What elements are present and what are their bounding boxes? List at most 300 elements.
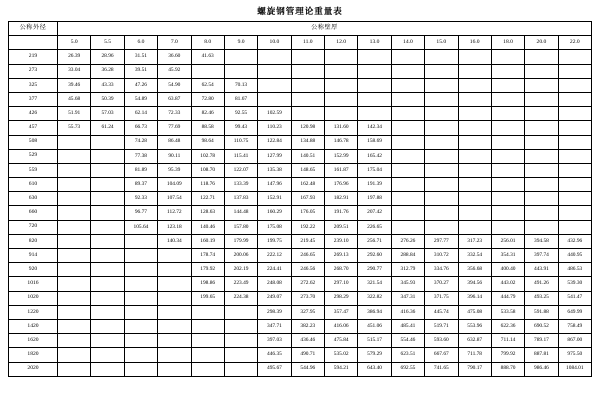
cell-weight [358, 78, 391, 92]
cell-weight: 192.22 [291, 220, 324, 234]
cell-weight: 310.72 [425, 249, 458, 263]
cell-weight [391, 178, 424, 192]
cell-weight: 54.89 [124, 92, 157, 106]
cell-weight [124, 234, 157, 248]
cell-weight [425, 50, 458, 64]
cell-weight: 133.39 [224, 178, 257, 192]
cell-weight [58, 319, 91, 333]
cell-outer-diameter: 559 [9, 163, 58, 177]
thickness-col-0: 5.0 [58, 36, 91, 50]
thickness-col-10: 14.0 [391, 36, 424, 50]
cell-weight: 62.14 [124, 107, 157, 121]
cell-weight: 89.37 [124, 178, 157, 192]
cell-weight: 77.69 [158, 121, 191, 135]
cell-weight: 72.33 [158, 107, 191, 121]
cell-weight: 789.17 [525, 334, 558, 348]
cell-weight [124, 291, 157, 305]
thickness-col-7: 11.0 [291, 36, 324, 50]
cell-weight [425, 178, 458, 192]
cell-weight: 758.49 [558, 319, 591, 333]
cell-outer-diameter: 2020 [9, 362, 58, 376]
cell-outer-diameter: 630 [9, 192, 58, 206]
table-header [9, 22, 592, 50]
cell-weight: 160.19 [191, 234, 224, 248]
cell-weight [358, 64, 391, 78]
cell-weight [558, 50, 591, 64]
cell-weight: 31.51 [124, 50, 157, 64]
table-row [9, 249, 592, 263]
cell-weight: 120.98 [291, 121, 324, 135]
cell-weight: 105.64 [124, 220, 157, 234]
cell-weight: 209.51 [325, 220, 358, 234]
cell-weight [258, 64, 291, 78]
cell-weight [325, 64, 358, 78]
cell-weight: 81.89 [124, 163, 157, 177]
cell-weight: 445.74 [425, 305, 458, 319]
cell-weight: 50.39 [91, 92, 124, 106]
cell-weight [458, 121, 491, 135]
cell-weight: 176.96 [325, 178, 358, 192]
cell-weight [325, 50, 358, 64]
cell-weight: 107.54 [158, 192, 191, 206]
cell-weight: 312.79 [391, 263, 424, 277]
cell-outer-diameter: 377 [9, 92, 58, 106]
cell-weight: 199.65 [191, 291, 224, 305]
cell-weight [91, 163, 124, 177]
cell-weight [258, 92, 291, 106]
cell-outer-diameter: 508 [9, 135, 58, 149]
cell-weight: 142.34 [358, 121, 391, 135]
cell-weight [491, 78, 524, 92]
cell-weight [558, 206, 591, 220]
cell-weight: 416.36 [391, 305, 424, 319]
table-row [9, 348, 592, 362]
cell-weight [58, 163, 91, 177]
cell-weight [124, 249, 157, 263]
cell-weight: 593.60 [425, 334, 458, 348]
cell-weight: 495.67 [258, 362, 291, 376]
cell-weight: 370.27 [425, 277, 458, 291]
cell-weight [525, 178, 558, 192]
cell-weight: 147.96 [258, 178, 291, 192]
cell-weight: 888.70 [491, 362, 524, 376]
cell-weight [124, 348, 157, 362]
cell-weight: 632.87 [458, 334, 491, 348]
table-row [9, 263, 592, 277]
cell-weight [158, 362, 191, 376]
cell-weight [458, 78, 491, 92]
cell-weight: 112.72 [158, 206, 191, 220]
cell-weight: 39.46 [58, 78, 91, 92]
cell-weight: 47.26 [124, 78, 157, 92]
cell-weight: 298.29 [325, 291, 358, 305]
cell-weight: 1084.01 [558, 362, 591, 376]
cell-weight [325, 92, 358, 106]
cell-weight [558, 135, 591, 149]
cell-weight [91, 249, 124, 263]
table-header-row-thickness [9, 36, 592, 50]
cell-weight [391, 78, 424, 92]
cell-weight: 72.80 [191, 92, 224, 106]
cell-weight [124, 334, 157, 348]
cell-weight: 55.73 [58, 121, 91, 135]
cell-weight [158, 291, 191, 305]
cell-weight: 165.42 [358, 149, 391, 163]
cell-weight: 690.52 [525, 319, 558, 333]
cell-weight: 440.95 [558, 249, 591, 263]
cell-weight: 123.18 [158, 220, 191, 234]
cell-weight [425, 121, 458, 135]
cell-weight: 986.46 [525, 362, 558, 376]
cell-weight: 298.39 [258, 305, 291, 319]
cell-weight [58, 277, 91, 291]
cell-weight: 140.34 [158, 234, 191, 248]
cell-weight: 268.70 [325, 263, 358, 277]
cell-weight: 63.87 [158, 92, 191, 106]
cell-weight [224, 50, 257, 64]
cell-weight: 519.71 [425, 319, 458, 333]
cell-weight: 45.92 [158, 64, 191, 78]
cell-weight: 711.14 [491, 334, 524, 348]
cell-weight [124, 362, 157, 376]
cell-weight [525, 192, 558, 206]
table-row [9, 78, 592, 92]
cell-outer-diameter: 914 [9, 249, 58, 263]
cell-weight: 288.84 [391, 249, 424, 263]
cell-weight [425, 107, 458, 121]
cell-weight [491, 206, 524, 220]
cell-weight: 144.48 [224, 206, 257, 220]
thickness-col-3: 7.0 [158, 36, 191, 50]
cell-weight: 541.47 [558, 291, 591, 305]
cell-weight [58, 192, 91, 206]
cell-weight [91, 277, 124, 291]
cell-weight: 436.46 [291, 334, 324, 348]
cell-weight: 446.35 [258, 348, 291, 362]
thickness-col-6: 10.0 [258, 36, 291, 50]
cell-weight: 371.75 [425, 291, 458, 305]
table-row [9, 64, 592, 78]
cell-weight: 272.62 [291, 277, 324, 291]
cell-weight [525, 107, 558, 121]
cell-weight: 99.43 [224, 121, 257, 135]
cell-weight: 198.86 [191, 277, 224, 291]
cell-weight [258, 78, 291, 92]
cell-weight [358, 50, 391, 64]
cell-outer-diameter: 325 [9, 78, 58, 92]
cell-weight: 246.65 [291, 249, 324, 263]
cell-weight [124, 319, 157, 333]
cell-weight [458, 149, 491, 163]
cell-weight: 146.78 [325, 135, 358, 149]
cell-weight [458, 163, 491, 177]
cell-weight [91, 348, 124, 362]
cell-weight: 322.82 [358, 291, 391, 305]
cell-weight: 345.93 [391, 277, 424, 291]
cell-weight [191, 348, 224, 362]
cell-weight [124, 263, 157, 277]
table-row [9, 149, 592, 163]
cell-weight [491, 50, 524, 64]
cell-weight: 579.29 [358, 348, 391, 362]
table-row [9, 178, 592, 192]
cell-weight: 104.09 [158, 178, 191, 192]
cell-weight [491, 121, 524, 135]
cell-weight [458, 107, 491, 121]
cell-weight [58, 206, 91, 220]
cell-weight: 711.78 [458, 348, 491, 362]
cell-weight: 122.84 [258, 135, 291, 149]
table-row [9, 107, 592, 121]
cell-weight: 443.02 [491, 277, 524, 291]
cell-weight: 222.12 [258, 249, 291, 263]
thickness-col-1: 5.5 [91, 36, 124, 50]
cell-outer-diameter: 720 [9, 220, 58, 234]
cell-weight [525, 220, 558, 234]
cell-weight: 332.54 [458, 249, 491, 263]
cell-weight: 86.48 [158, 135, 191, 149]
cell-weight: 219.45 [291, 234, 324, 248]
cell-weight: 26.39 [58, 50, 91, 64]
table-container [0, 21, 600, 377]
cell-weight [525, 78, 558, 92]
cell-weight: 535.02 [325, 348, 358, 362]
cell-weight [525, 149, 558, 163]
cell-weight [425, 192, 458, 206]
cell-weight: 179.92 [191, 263, 224, 277]
cell-weight: 444.79 [491, 291, 524, 305]
table-row [9, 319, 592, 333]
cell-weight [391, 163, 424, 177]
cell-weight [458, 206, 491, 220]
table-row [9, 121, 592, 135]
cell-weight [58, 178, 91, 192]
cell-weight: 594.21 [325, 362, 358, 376]
cell-weight: 157.80 [224, 220, 257, 234]
cell-weight [58, 305, 91, 319]
cell-outer-diameter: 660 [9, 206, 58, 220]
cell-weight: 357.47 [325, 305, 358, 319]
cell-weight: 45.68 [58, 92, 91, 106]
cell-weight [191, 334, 224, 348]
cell-weight: 110.75 [224, 135, 257, 149]
cell-weight: 485.41 [391, 319, 424, 333]
cell-weight: 799.92 [491, 348, 524, 362]
cell-weight: 39.51 [124, 64, 157, 78]
cell-weight [224, 362, 257, 376]
table-row [9, 277, 592, 291]
cell-outer-diameter: 426 [9, 107, 58, 121]
cell-weight [58, 234, 91, 248]
table-row [9, 362, 592, 376]
cell-weight: 134.88 [291, 135, 324, 149]
cell-weight: 643.40 [358, 362, 391, 376]
cell-weight: 118.76 [191, 178, 224, 192]
cell-weight: 515.17 [358, 334, 391, 348]
cell-weight [158, 277, 191, 291]
cell-weight: 539.30 [558, 277, 591, 291]
table-header-row-band [9, 22, 592, 36]
cell-weight: 493.25 [525, 291, 558, 305]
cell-weight [425, 92, 458, 106]
cell-outer-diameter: 920 [9, 263, 58, 277]
cell-weight [525, 206, 558, 220]
cell-weight: 199.75 [258, 234, 291, 248]
cell-weight: 975.50 [558, 348, 591, 362]
cell-weight [425, 220, 458, 234]
cell-weight [425, 163, 458, 177]
cell-weight [491, 92, 524, 106]
thickness-col-13: 18.0 [491, 36, 524, 50]
thickness-col-14: 20.0 [525, 36, 558, 50]
cell-weight [458, 220, 491, 234]
cell-weight [91, 178, 124, 192]
cell-weight: 122.07 [224, 163, 257, 177]
cell-weight: 327.95 [291, 305, 324, 319]
header-wall-thickness: 公称壁厚 [58, 22, 592, 36]
cell-weight [224, 64, 257, 78]
cell-weight: 741.65 [425, 362, 458, 376]
cell-weight: 297.10 [325, 277, 358, 291]
table-row [9, 334, 592, 348]
cell-weight [391, 135, 424, 149]
cell-weight: 475.84 [325, 334, 358, 348]
cell-weight [91, 234, 124, 248]
cell-weight [91, 206, 124, 220]
cell-weight: 649.99 [558, 305, 591, 319]
cell-weight [291, 78, 324, 92]
cell-weight [391, 92, 424, 106]
cell-weight [224, 305, 257, 319]
cell-weight [58, 135, 91, 149]
cell-weight [124, 277, 157, 291]
cell-weight: 544.96 [291, 362, 324, 376]
cell-weight [525, 135, 558, 149]
cell-weight: 207.42 [358, 206, 391, 220]
cell-weight [224, 319, 257, 333]
cell-weight [58, 249, 91, 263]
cell-weight [491, 149, 524, 163]
cell-weight [224, 334, 257, 348]
cell-weight: 62.54 [191, 78, 224, 92]
cell-weight: 140.46 [191, 220, 224, 234]
cell-weight [391, 220, 424, 234]
cell-weight: 175.04 [358, 163, 391, 177]
cell-weight: 269.13 [325, 249, 358, 263]
cell-weight [291, 64, 324, 78]
cell-weight [91, 291, 124, 305]
cell-outer-diameter: 1420 [9, 319, 58, 333]
cell-weight: 158.69 [358, 135, 391, 149]
cell-weight: 290.77 [358, 263, 391, 277]
table-row [9, 135, 592, 149]
thickness-col-9: 13.0 [358, 36, 391, 50]
cell-outer-diameter: 1220 [9, 305, 58, 319]
thickness-col-15: 22.0 [558, 36, 591, 50]
cell-weight: 197.88 [358, 192, 391, 206]
table-row [9, 305, 592, 319]
table-row [9, 234, 592, 248]
cell-weight [391, 64, 424, 78]
cell-weight: 88.58 [191, 121, 224, 135]
cell-weight: 95.39 [158, 163, 191, 177]
cell-weight [491, 135, 524, 149]
cell-weight [191, 305, 224, 319]
cell-weight: 81.67 [224, 92, 257, 106]
cell-weight [458, 178, 491, 192]
cell-weight: 152.91 [258, 192, 291, 206]
cell-weight: 394.56 [458, 277, 491, 291]
cell-outer-diameter: 1020 [9, 291, 58, 305]
cell-weight: 202.19 [224, 263, 257, 277]
cell-weight: 622.36 [491, 319, 524, 333]
cell-outer-diameter: 1820 [9, 348, 58, 362]
cell-weight: 33.04 [58, 64, 91, 78]
cell-weight: 200.06 [224, 249, 257, 263]
cell-weight [258, 50, 291, 64]
cell-weight [158, 319, 191, 333]
cell-weight [558, 92, 591, 106]
weight-table [8, 21, 592, 377]
cell-weight [525, 64, 558, 78]
cell-weight: 74.28 [124, 135, 157, 149]
cell-weight: 57.03 [91, 107, 124, 121]
cell-weight: 77.38 [124, 149, 157, 163]
cell-weight [91, 192, 124, 206]
cell-weight: 386.94 [358, 305, 391, 319]
cell-weight: 451.06 [358, 319, 391, 333]
cell-weight: 354.31 [491, 249, 524, 263]
cell-weight: 347.31 [391, 291, 424, 305]
cell-weight: 82.46 [191, 107, 224, 121]
cell-weight: 239.10 [325, 234, 358, 248]
thickness-col-8: 12.0 [325, 36, 358, 50]
cell-weight: 347.71 [258, 319, 291, 333]
cell-weight: 334.76 [425, 263, 458, 277]
cell-weight: 179.99 [224, 234, 257, 248]
cell-weight [491, 64, 524, 78]
header-blank-cell [9, 36, 58, 50]
cell-weight: 98.64 [191, 135, 224, 149]
cell-weight [491, 163, 524, 177]
cell-outer-diameter: 820 [9, 234, 58, 248]
cell-weight: 191.76 [325, 206, 358, 220]
cell-weight [91, 362, 124, 376]
thickness-col-11: 15.0 [425, 36, 458, 50]
cell-outer-diameter: 219 [9, 50, 58, 64]
cell-weight: 162.48 [291, 178, 324, 192]
cell-weight [458, 92, 491, 106]
cell-weight: 115.41 [224, 149, 257, 163]
cell-weight [458, 135, 491, 149]
cell-weight [158, 334, 191, 348]
cell-weight: 273.70 [291, 291, 324, 305]
cell-weight: 356.68 [458, 263, 491, 277]
cell-outer-diameter: 1620 [9, 334, 58, 348]
table-body [9, 50, 592, 376]
cell-weight [491, 107, 524, 121]
cell-weight [491, 192, 524, 206]
cell-weight [558, 64, 591, 78]
cell-weight: 224.41 [258, 263, 291, 277]
cell-weight [425, 64, 458, 78]
cell-outer-diameter: 273 [9, 64, 58, 78]
cell-weight [525, 121, 558, 135]
cell-weight: 92.33 [124, 192, 157, 206]
cell-weight: 178.74 [191, 249, 224, 263]
cell-weight: 397.74 [525, 249, 558, 263]
cell-weight: 70.13 [224, 78, 257, 92]
